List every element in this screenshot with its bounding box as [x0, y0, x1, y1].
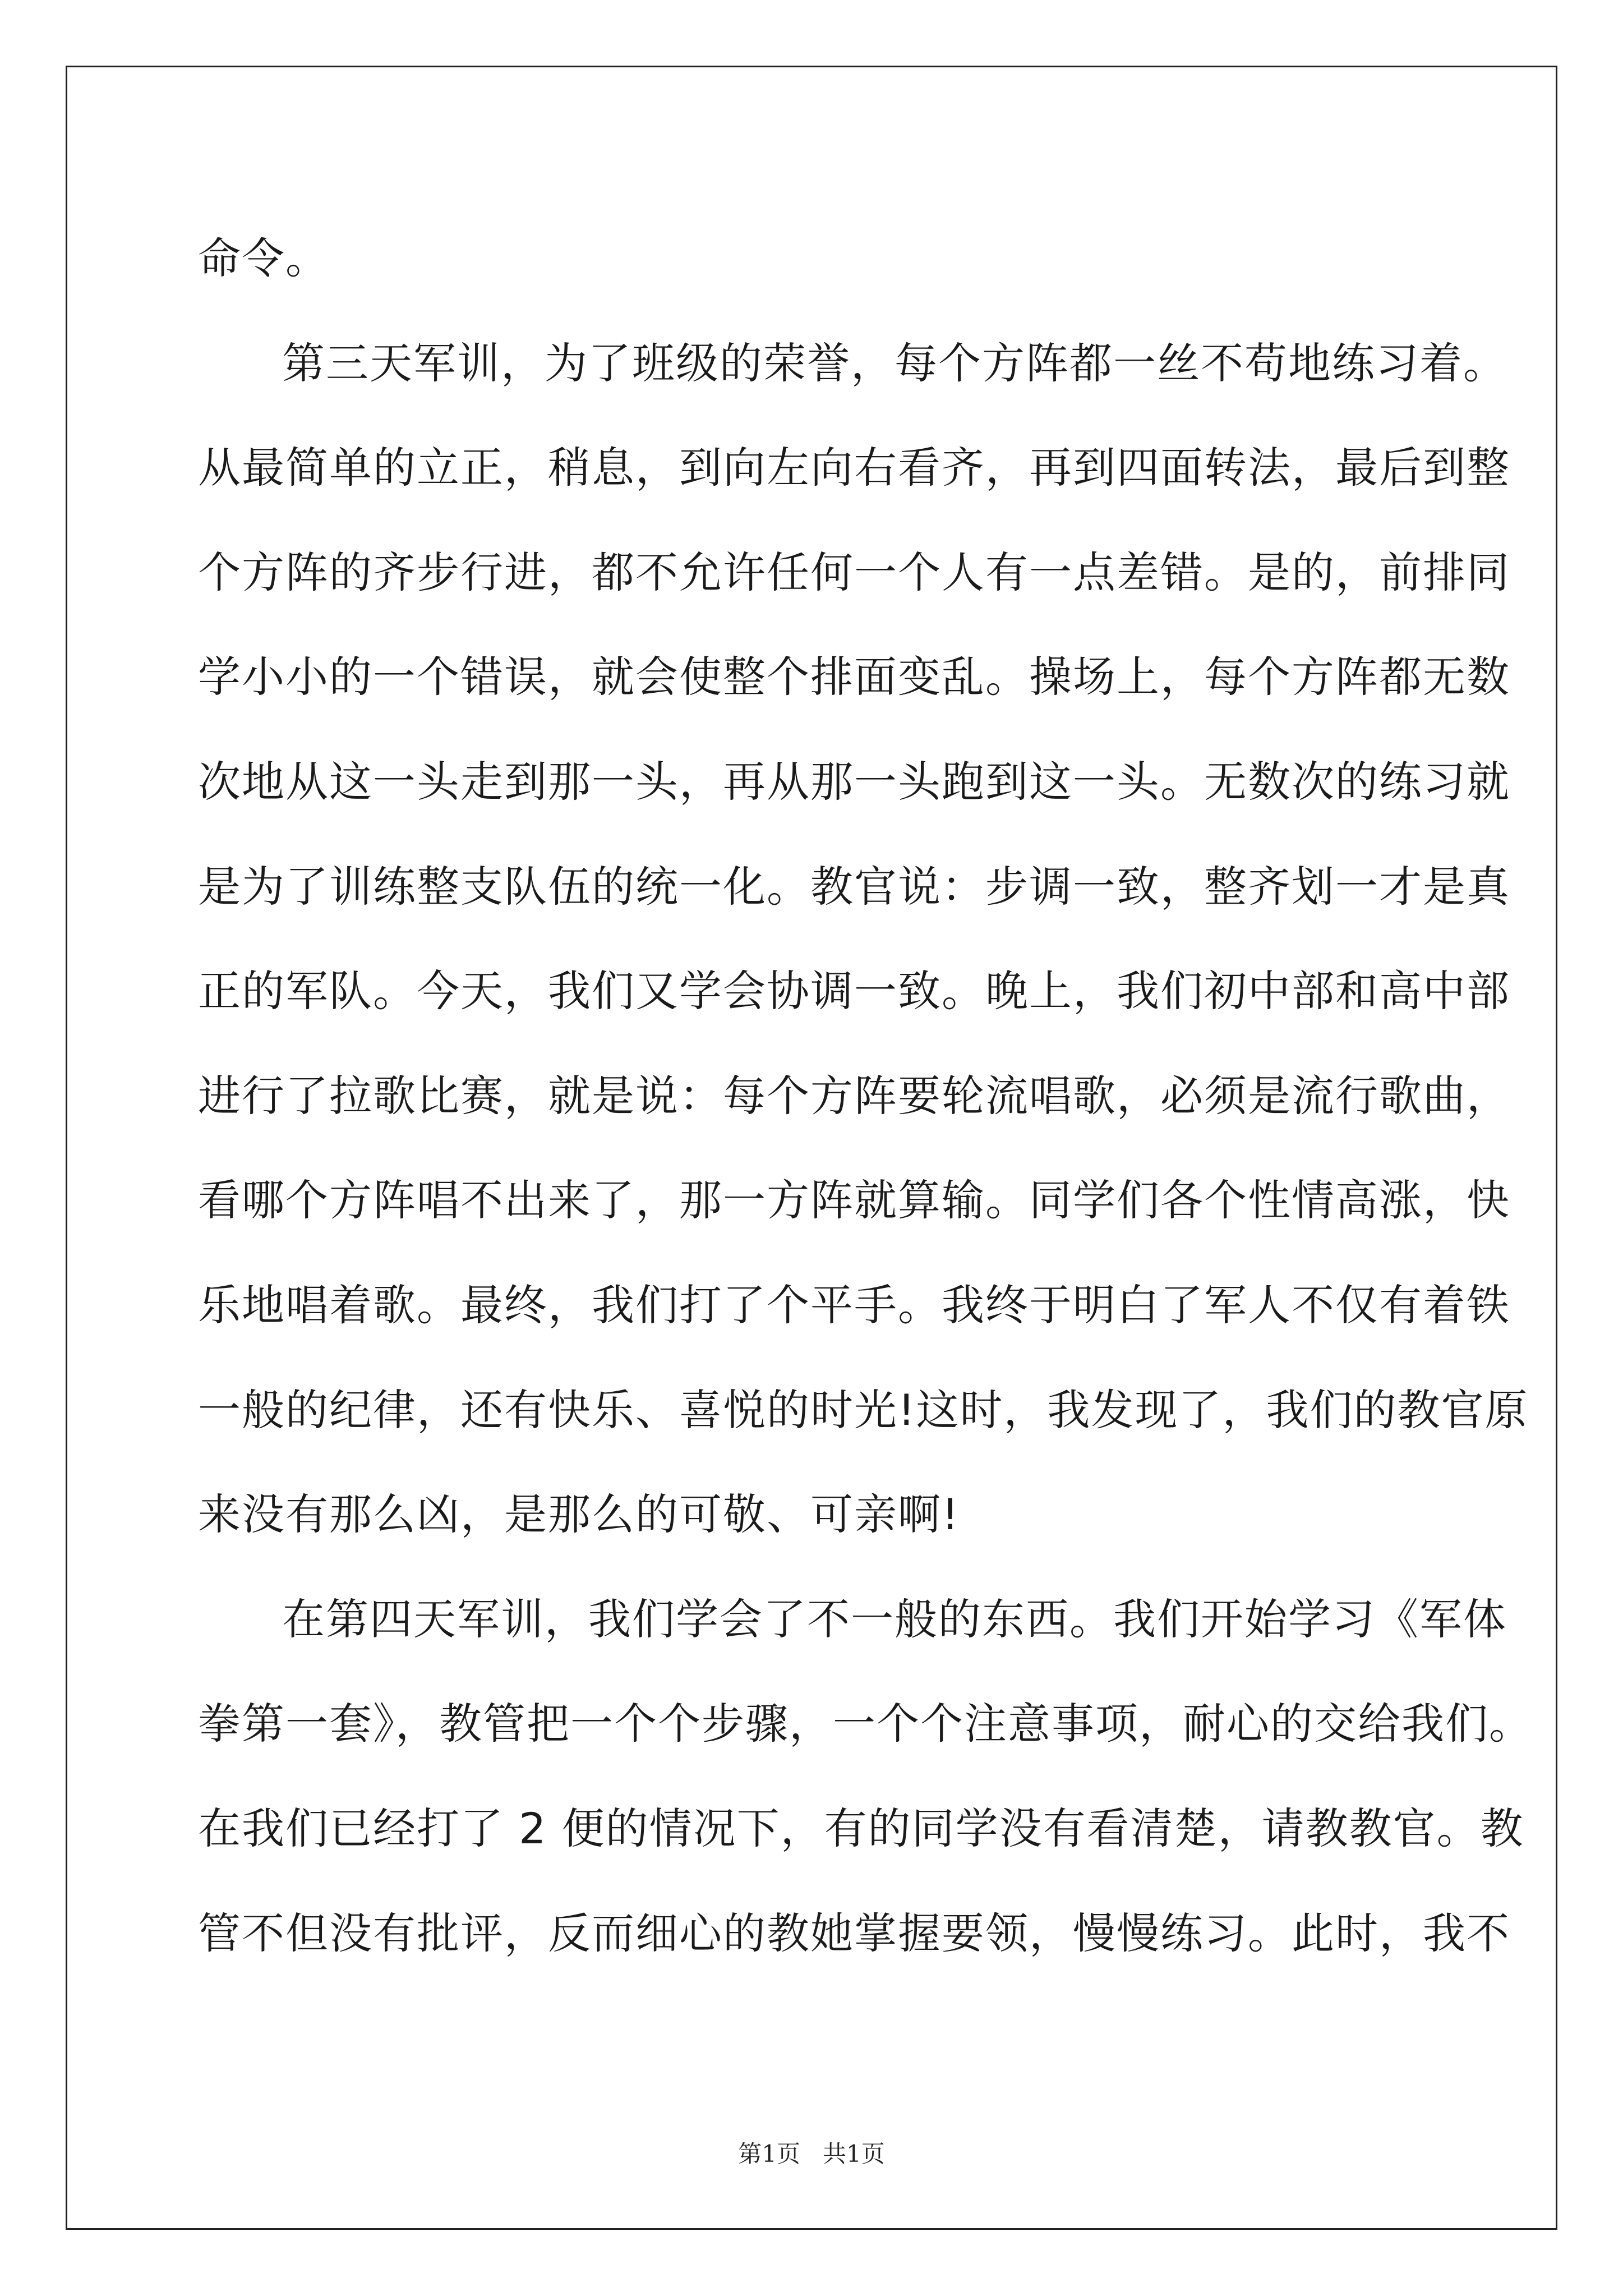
text-line: 命令。 — [198, 233, 329, 283]
text-line: 个方阵的齐步行进，都不允许任何一个人有一点差错。是的，前排同 — [198, 547, 1510, 597]
text-line: 乐地唱着歌。最终，我们打了个平手。我终于明白了军人不仅有着铁 — [198, 1280, 1510, 1330]
text-line: 第三天军训，为了班级的荣誉，每个方阵都一丝不苟地练习着。 — [282, 338, 1507, 388]
text-line: 次地从这一头走到那一头，再从那一头跑到这一头。无数次的练习就 — [198, 756, 1510, 807]
page-number-footer: 第1页 共1页 — [738, 2140, 885, 2168]
text-line: 学小小的一个错误，就会使整个排面变乱。操场上，每个方阵都无数 — [198, 652, 1510, 702]
document-body — [198, 206, 1533, 1986]
text-line: 管不但没有批评，反而细心的教她掌握要领，慢慢练习。此时，我不 — [198, 1908, 1510, 1958]
text-line: 来没有那么凶，是那么的可敬、可亲啊! — [198, 1489, 960, 1540]
text-line: 拳第一套》，教管把一个个步骤，一个个注意事项，耐心的交给我们。 — [198, 1699, 1533, 1749]
text-line: 进行了拉歌比赛，就是说：每个方阵要轮流唱歌，必须是流行歌曲， — [198, 1070, 1510, 1121]
text-line: 从最简单的立正，稍息，到向左向右看齐，再到四面转法，最后到整 — [198, 443, 1510, 493]
text-line: 看哪个方阵唱不出来了，那一方阵就算输。同学们各个性情高涨，快 — [198, 1175, 1510, 1226]
text-line: 一般的纪律，还有快乐、喜悦的时光!这时，我发现了，我们的教官原 — [198, 1384, 1529, 1435]
text-line: 在我们已经打了 2 便的情况下，有的同学没有看清楚，请教教官。教 — [198, 1803, 1524, 1853]
text-line: 在第四天军训，我们学会了不一般的东西。我们开始学习《军体 — [282, 1594, 1507, 1644]
text-line: 是为了训练整支队伍的统一化。教官说：步调一致，整齐划一才是真 — [198, 861, 1510, 912]
text-line: 正的军队。今天，我们又学会协调一致。晚上，我们初中部和高中部 — [198, 966, 1510, 1016]
